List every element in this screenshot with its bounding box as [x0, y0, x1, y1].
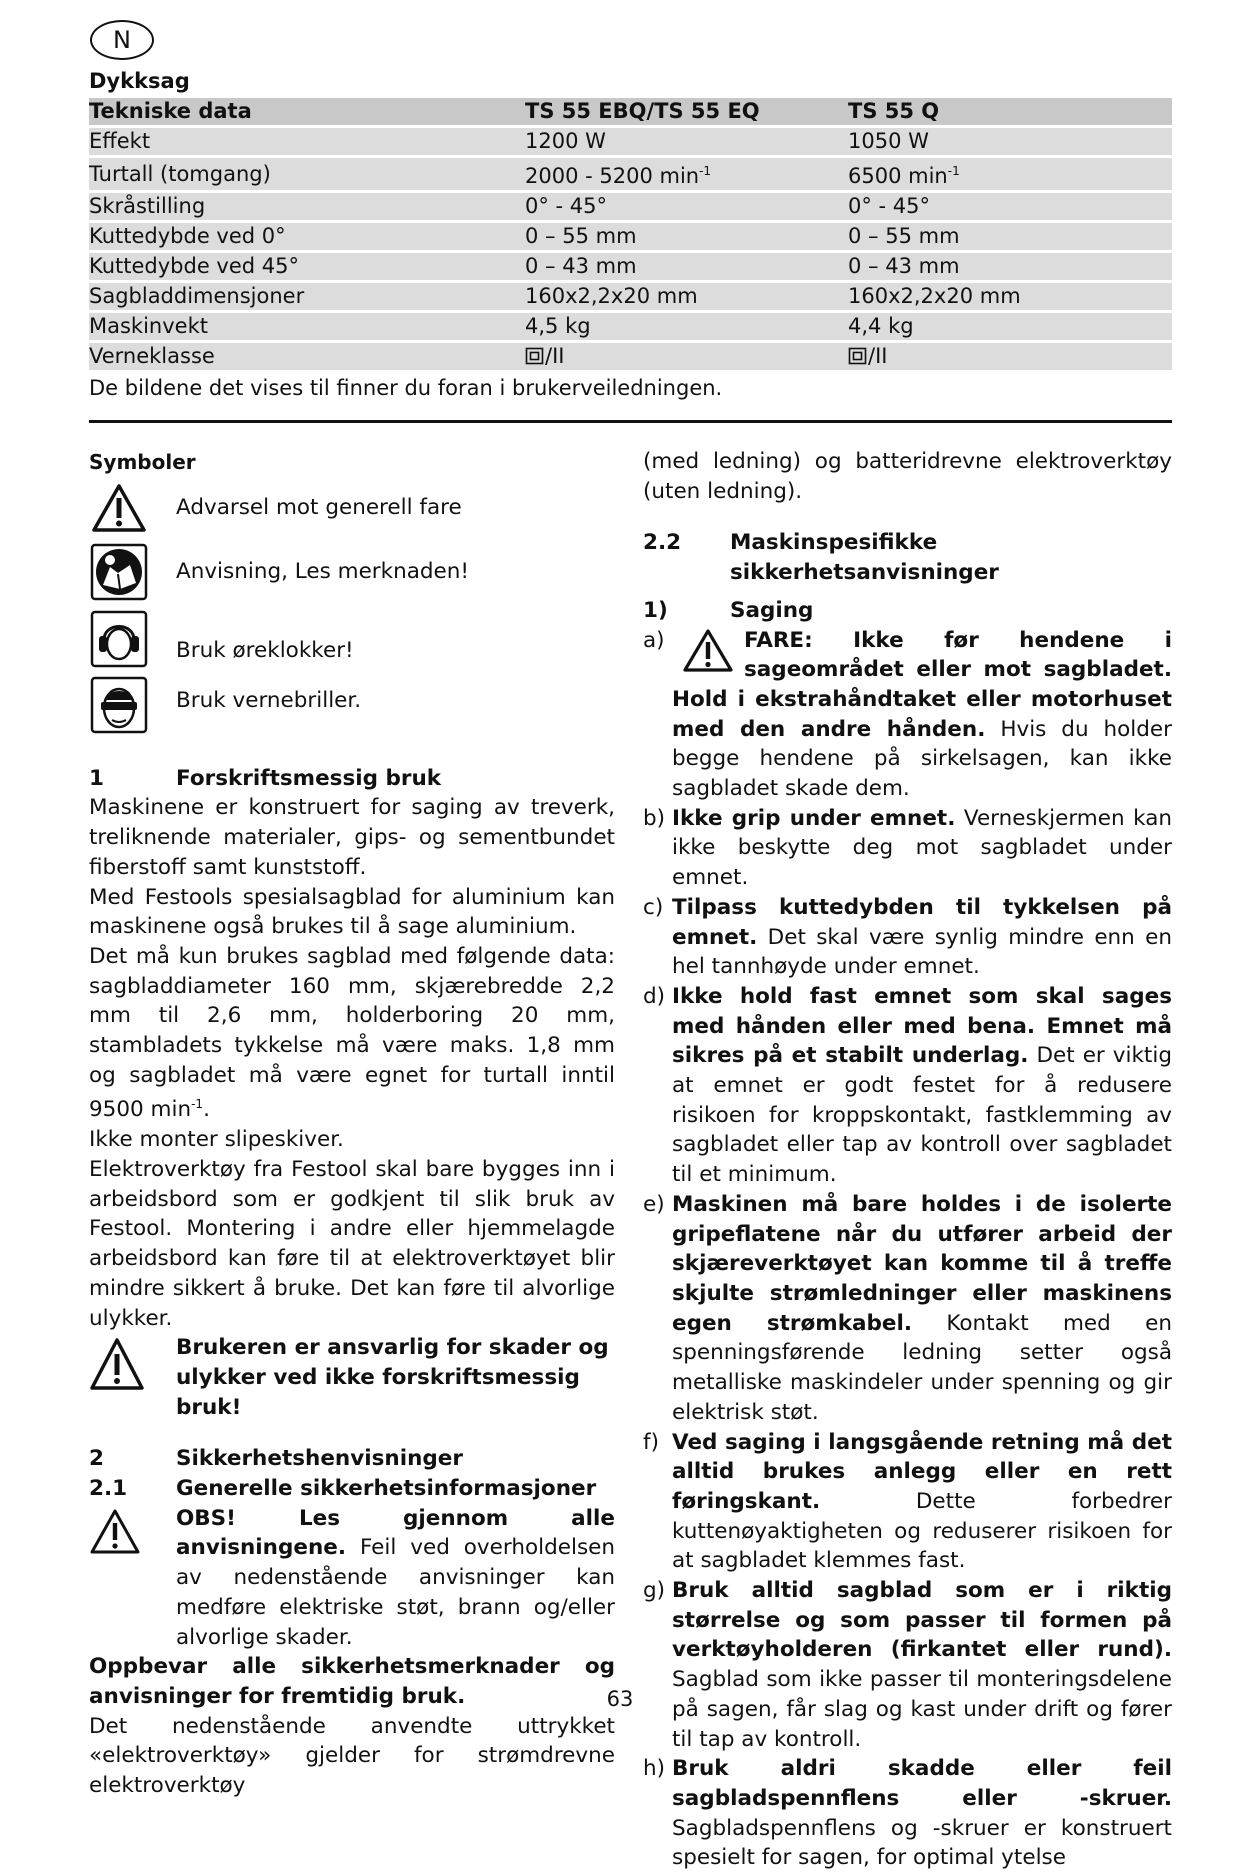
item-body: Hvis du holder begge hendene på sirkelsagen, kan ikke sagbladet skade dem. — [672, 716, 1172, 802]
superscript: -1 — [699, 164, 712, 178]
spec-value-b: 1050 W — [848, 127, 1172, 157]
section-number: 1 — [89, 765, 104, 791]
item-label: d) — [643, 983, 666, 1009]
spec-row — [89, 222, 1172, 252]
protection-class-icon — [525, 346, 545, 366]
subsection-heading — [643, 596, 1172, 626]
paragraph — [89, 942, 615, 1125]
section-title: Forskriftsmessig bruk — [176, 765, 442, 791]
list-item — [643, 893, 1172, 982]
list-item — [643, 1190, 1172, 1428]
item-bold: Bruk alltid sagblad som er i riktig størrelse og som passer til formen på verktøyholderen (firkantet eller rund). — [672, 1578, 1172, 1663]
item-body: Kontakt med en spenningsførende ledning setter også metalliske maskindeler under spenning og gir elektrisk støt. — [672, 1310, 1172, 1425]
item-bold: Ikke hold fast emnet som skal sages med hånden eller med bena. Emnet må sikres på et stabilt underlag. — [672, 983, 1172, 1069]
item-label: f) — [643, 1429, 659, 1455]
paragraph-text: Det må kun brukes sagblad med følgende data: sagbladdiameter 160 mm, skjærebredde 2,2 mm til 2,6 mm, holderboring 20 mm, stambladets tykkelse må være maks. 1,8 mm og sagbladet må være egnet for turtall inntil 9500 min — [89, 943, 615, 1123]
spec-header-model-a: TS 55 EBQ/TS 55 EQ — [525, 98, 848, 127]
warning-block — [89, 1333, 615, 1422]
item-bold: FARE: Ikke før hendene i sageområdet eller mot sagbladet. Hold i ekstrahåndtaket eller motorhuset med den andre hånden. — [672, 627, 1172, 742]
spec-value-text: /II — [868, 344, 888, 368]
item-label: c) — [643, 894, 664, 920]
symbol-row — [89, 610, 615, 668]
spec-row — [89, 127, 1172, 157]
warning-bold: OBS! Les gjennom alle anvisningene. — [176, 1505, 615, 1561]
spec-value-a: 4,5 kg — [525, 312, 848, 342]
list-item — [643, 982, 1172, 1190]
spec-label: Maskinvekt — [89, 312, 525, 342]
paragraph-text: . — [203, 1097, 210, 1123]
figure-note: De bildene det vises til finner du foran i brukerveiledningen. — [89, 376, 723, 400]
item-body: Dette forbedrer kuttenøyaktigheten og reduserer risikoen for at sagbladet klemmes fast. — [672, 1488, 1172, 1574]
item-bold: Ved saging i langsgående retning må det alltid brukes anlegg eller en rett føringskant. — [672, 1429, 1172, 1514]
left-column — [89, 448, 615, 1801]
item-label: a) — [643, 627, 665, 653]
section-title: Generelle sikkerhetsinformasjoner — [176, 1476, 597, 1502]
item-text — [672, 1576, 1172, 1754]
item-bold: Maskinen må bare holdes i de isolerte gripeflatene når du utfører arbeid der skjæreverktøyet kan komme til å treffe skjulte strømledninger eller maskinens egen strømkabel. — [672, 1191, 1172, 1336]
spec-row — [89, 157, 1172, 192]
spec-table — [89, 98, 1172, 373]
item-label: g) — [643, 1578, 666, 1604]
item-text — [672, 804, 1172, 893]
section-2-1-heading — [89, 1474, 615, 1504]
spec-value-a — [525, 342, 848, 372]
list-item — [643, 1754, 1172, 1873]
spec-value-a: 0° - 45° — [525, 192, 848, 222]
spec-row — [89, 192, 1172, 222]
item-text — [672, 982, 1172, 1190]
page-number: 63 — [606, 1687, 634, 1711]
item-body: Sagbladspennflens og -skruer er konstruert spesielt for sagen, for optimal ytelse — [672, 1815, 1172, 1871]
item-text — [672, 1754, 1172, 1873]
spec-label: Verneklasse — [89, 342, 525, 372]
divider — [89, 420, 1172, 423]
spec-value-b — [848, 157, 1172, 192]
section-number: 1) — [643, 597, 668, 623]
spec-value-b — [848, 342, 1172, 372]
symbol-row — [89, 542, 615, 602]
symbols-title: Symboler — [89, 450, 196, 474]
paragraph: Det nedenstående anvendte uttrykket «elektroverktøy» gjelder for strømdrevne elektroverktøy — [89, 1713, 615, 1799]
section-title: Saging — [730, 597, 814, 623]
document-title: Dykksag — [89, 69, 190, 93]
paragraph: Med Festools spesialsagblad for aluminium kan maskinene også brukes til å sage aluminium. — [89, 884, 615, 940]
warning-triangle-icon — [682, 628, 734, 674]
warning-text: Brukeren er ansvarlig for skader og ulykker ved ikke forskriftsmessig bruk! — [176, 1335, 609, 1420]
item-body: Det er viktig at emnet er godt festet for å redusere risikoen for kroppskontakt, fastklemming av sagbladet eller tap av kontroll over sagbladet til et minimum. — [672, 1043, 1172, 1188]
symbol-label: Advarsel mot generell fare — [176, 494, 462, 520]
section-2-2-heading — [643, 528, 1172, 587]
spec-row — [89, 252, 1172, 282]
spec-label: Effekt — [89, 127, 525, 157]
paragraph: Maskinene er konstruert for saging av treverk, treliknende materialer, gips- og sementbundet fiberstoff samt kunststoff. — [89, 795, 615, 880]
warning-block — [89, 1504, 615, 1653]
warning-triangle-icon — [89, 483, 149, 533]
item-text — [672, 893, 1172, 982]
spec-value-b: 4,4 kg — [848, 312, 1172, 342]
superscript: -1 — [947, 164, 960, 178]
list-item — [643, 626, 1172, 804]
item-body: Sagblad som ikke passer til monteringsdelene på sagen, får slag og kast under drift og fører til tap av kontroll. — [672, 1667, 1172, 1752]
item-text — [672, 1190, 1172, 1428]
spec-value-b: 160x2,2x20 mm — [848, 282, 1172, 312]
spec-value-text: 6500 min — [848, 164, 948, 188]
list-item — [643, 1428, 1172, 1577]
item-bold: Tilpass kuttedybden til tykkelsen på emnet. — [672, 894, 1172, 950]
symbol-label: Anvisning, Les merknaden! — [176, 558, 470, 584]
symbol-label: Bruk vernebriller. — [176, 687, 362, 713]
section-1-heading — [89, 764, 615, 794]
spec-value-b: 0° - 45° — [848, 192, 1172, 222]
spec-header-model-b: TS 55 Q — [848, 98, 1172, 127]
spec-header-label: Tekniske data — [89, 98, 525, 127]
warning-triangle-icon — [89, 1333, 176, 1402]
symbol-row — [89, 482, 615, 534]
language-badge — [90, 20, 154, 60]
section-title: Maskinspesifikke sikkerhetsanvisninger — [730, 530, 999, 586]
item-bold: Ikke grip under emnet. — [672, 805, 956, 831]
spec-value-a: 0 – 55 mm — [525, 222, 848, 252]
item-text — [672, 1428, 1172, 1577]
spec-value-a — [525, 157, 848, 192]
item-label: b) — [643, 805, 666, 831]
item-bold: Bruk aldri skadde eller feil sagbladspennflens eller -skruer. — [672, 1756, 1172, 1811]
spec-label: Turtall (tomgang) — [89, 157, 525, 192]
spec-value-text: /II — [545, 344, 565, 368]
spec-label: Kuttedybde ved 45° — [89, 252, 525, 282]
symbol-row — [89, 676, 615, 734]
spec-label: Kuttedybde ved 0° — [89, 222, 525, 252]
spec-row — [89, 342, 1172, 372]
item-body: Det skal være synlig mindre enn en hel tannhøyde under emnet. — [672, 924, 1172, 980]
spec-label: Sagbladdimensjoner — [89, 282, 525, 312]
item-label: e) — [643, 1191, 665, 1217]
ear-protection-icon — [89, 610, 149, 668]
spec-value-a: 1200 W — [525, 127, 848, 157]
item-text — [672, 626, 1172, 804]
section-title: Sikkerhetshenvisninger — [176, 1446, 463, 1472]
warning-triangle-icon — [89, 1504, 176, 1565]
item-body: Verneskjermen kan ikke beskytte deg mot sagbladet under emnet. — [672, 805, 1172, 891]
spec-value-b: 0 – 43 mm — [848, 252, 1172, 282]
paragraph: (med ledning) og batteridrevne elektroverktøy (uten ledning). — [643, 449, 1172, 504]
spec-row — [89, 312, 1172, 342]
item-label: h) — [643, 1756, 666, 1782]
warning-paragraph — [176, 1504, 615, 1653]
section-number: 2 — [89, 1446, 104, 1472]
right-column — [643, 447, 1172, 1873]
section-number: 2.1 — [89, 1476, 128, 1502]
spec-row — [89, 282, 1172, 312]
read-manual-icon — [89, 543, 149, 601]
spec-header-row — [89, 98, 1172, 127]
spec-label: Skråstilling — [89, 192, 525, 222]
spec-value-b: 0 – 55 mm — [848, 222, 1172, 252]
list-item — [643, 804, 1172, 893]
safety-glasses-icon — [89, 676, 149, 734]
section-2-heading — [89, 1444, 615, 1474]
paragraph: Oppbevar alle sikkerhetsmerknader og anvisninger for fremtidig bruk. — [89, 1654, 615, 1709]
paragraph: Elektroverktøy fra Festool skal bare bygges inn i arbeidsbord som er godkjent til slik bruk av Festool. Montering i andre eller hjemmelagde arbeidsbord kan føre til at elektroverktøyet blir mindre sikkert å bruke. Det kan føre til alvorlige ulykker. — [89, 1157, 615, 1331]
warning-text: Feil ved overholdelsen av nedenstående anvisninger kan medføre elektriske støt, brann og/eller alvorlige skader. — [176, 1535, 615, 1650]
superscript: -1 — [191, 1097, 204, 1112]
paragraph: Ikke monter slipeskiver. — [89, 1127, 344, 1153]
language-code: N — [113, 26, 131, 54]
spec-value-a: 0 – 43 mm — [525, 252, 848, 282]
symbol-label: Bruk øreklokker! — [176, 637, 354, 663]
spec-value-a: 160x2,2x20 mm — [525, 282, 848, 312]
section-number: 2.2 — [643, 530, 682, 556]
list-item — [643, 1576, 1172, 1754]
protection-class-icon — [848, 346, 868, 366]
spec-value-text: 2000 - 5200 min — [525, 164, 700, 188]
